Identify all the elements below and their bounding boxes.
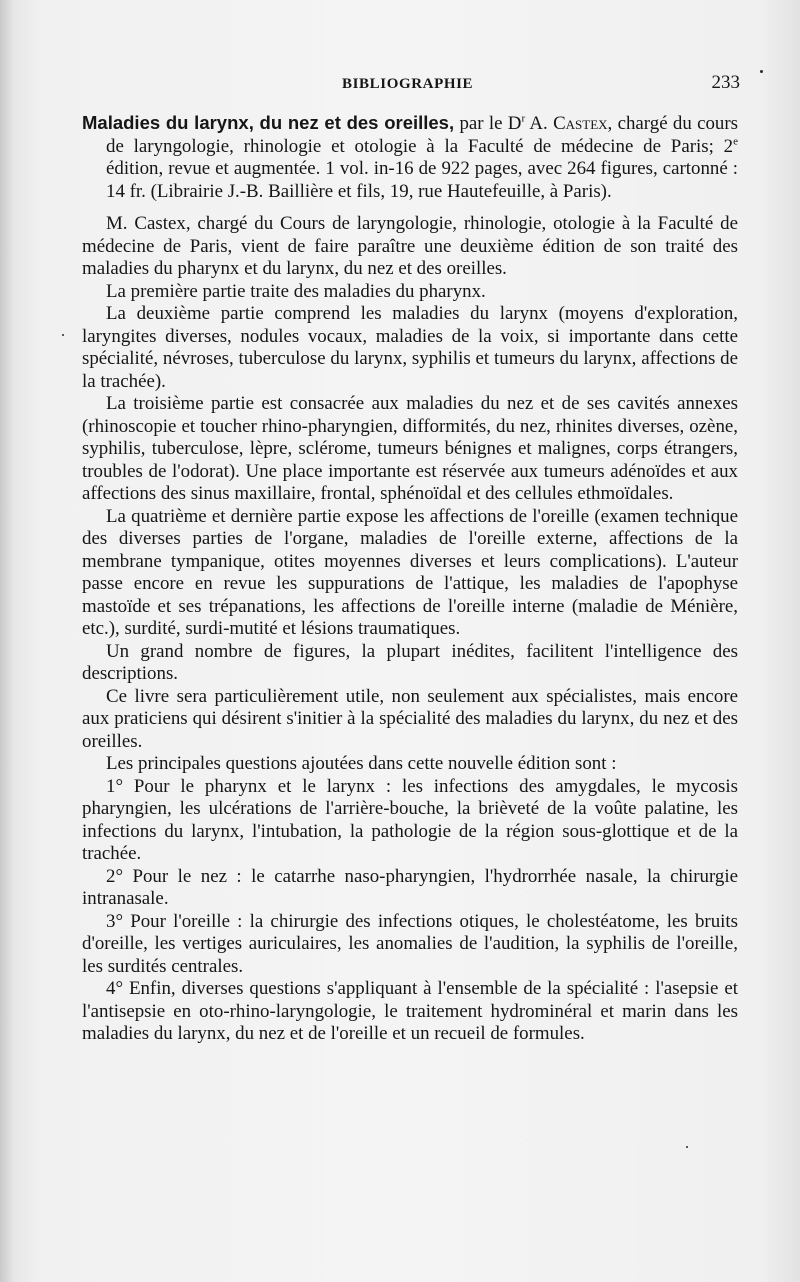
page-number: 233 [711,72,740,93]
bibliography-entry [82,112,738,203]
paragraph-part-2: La deuxième partie comprend les maladies du larynx (moyens d'exploration, laryngites diverses, nodules vocaux, maladies de la voix, si importante dans cette spécialité, névroses, tuberculose du larynx, syphilis et tumeurs du larynx, affections de la trachée). [82,303,738,392]
paragraph-additions-intro: Les principales questions ajoutées dans cette nouvelle édition sont : [106,753,617,774]
author-initial: A. [529,113,548,134]
paragraph-addition-1: 1° Pour le pharynx et le larynx : les infections des amygdales, le mycosis pharyngien, les ulcérations de l'arrière-bouche, la brièveté de la voûte palatine, les infections du larynx, l'intubation, la pathologie de la région sous-glottique et de la trachée. [82,775,738,864]
entry-by-sup: r [521,112,526,125]
edition-sup: e [733,135,738,148]
paragraph-part-4: La quatrième et dernière partie expose les affections de l'oreille (examen technique des diverses parties de l'organe, maladies de l'oreille externe, affections de la membrane tympanique, otites moyennes diverses et leurs complications). L'auteur passe encore en revue les suppurations de l'attique, les maladies de l'apophyse mastoïde et ses trépanations, les affections de l'oreille interne (maladie de Ménière, etc.), surdité, surdi-mutité et lésions traumatiques. [82,505,738,639]
review-body [82,112,738,1046]
paragraph-part-1: La première partie traite des maladies du pharynx. [106,280,486,302]
paragraph-addition-3: 3° Pour l'oreille : la chirurgie des infections otiques, le cholestéatome, les bruits d'oreille, les vertiges auriculaires, les anomalies de l'audition, la syphilis de l'oreille, les surdités centrales. [82,910,738,977]
print-speck [62,334,64,336]
paragraph-addition-4: 4° Enfin, diverses questions s'appliquant à l'ensemble de la spécialité : l'asepsie et l'antisepsie en oto-rhino-laryngologie, le traitement hydrominéral et marin dans les maladies du larynx, du nez et de l'oreille et un recueil de formules. [82,978,738,1044]
author-name: Castex, [553,113,613,134]
paragraph-figures: Un grand nombre de figures, la plupart inédites, facilitent l'intelligence des descriptions. [82,640,738,684]
print-speck [760,70,763,73]
page-header [80,72,740,98]
paragraph-intro: M. Castex, chargé du Cours de laryngologie, rhinologie, otologie à la Faculté de médecine de Paris, vient de faire paraître une deuxième édition de son traité des maladies du pharynx et du larynx, du nez et des oreilles. [82,213,738,279]
entry-details-1: chargé du cours de laryngologie, rhinologie et otologie à la Faculté de médecine de Paris; 2 [106,113,738,157]
entry-details-2: édition, revue et augmentée. 1 vol. in-16 de 922 pages, avec 264 figures, cartonné : 14 fr. (Librairie J.-B. Baillière et fils, 19, rue Hautefeuille, à Paris). [106,158,738,202]
entry-title: Maladies du larynx, du nez et des oreilles, [82,112,455,133]
print-speck [686,1146,688,1148]
running-title: BIBLIOGRAPHIE [342,76,474,92]
paragraph-usefulness: Ce livre sera particulièrement utile, non seulement aux spécialistes, mais encore aux praticiens qui désirent s'initier à la spécialité des maladies du larynx, du nez et des oreilles. [82,685,738,752]
paragraph-part-3: La troisième partie est consacrée aux maladies du nez et de ses cavités annexes (rhinoscopie et toucher rhino-pharyngien, difformités, du nez, rhinites diverses, ozène, syphilis, tuberculose, lèpre, sclérome, tumeurs bénignes et malignes, corps étrangers, troubles de l'odorat). Une place importante est réservée aux tumeurs adénoïdes et aux affections des sinus maxillaire, frontal, sphénoïdal et des cellules ethmoïdales. [82,393,738,504]
paragraph-addition-2: 2° Pour le nez : le catarrhe naso-pharyngien, l'hydrorrhée nasale, la chirurgie intranasale. [82,865,738,909]
entry-by: par le D [459,113,522,134]
